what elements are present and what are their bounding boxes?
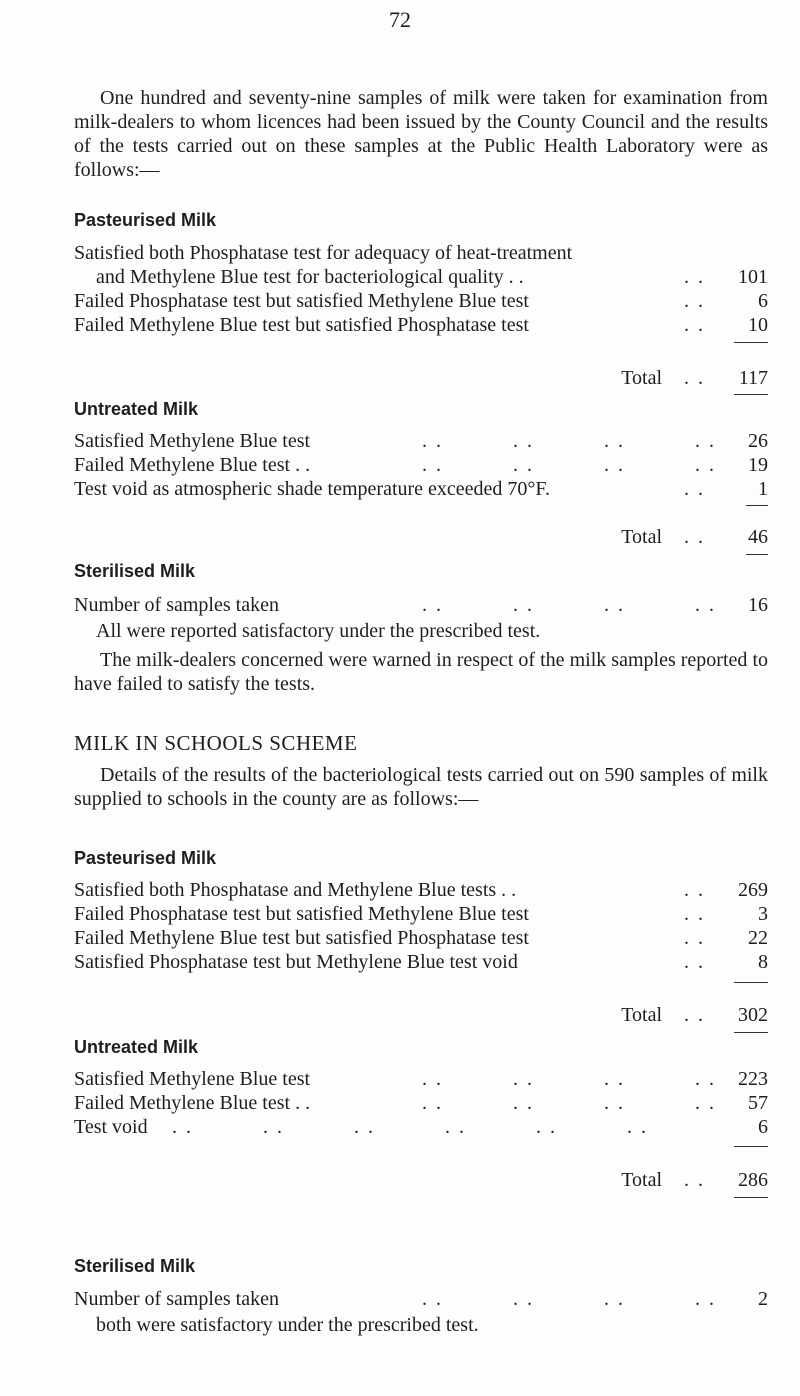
- pasteurised-total-label: Total: [621, 367, 662, 389]
- pasteurised-row3-value: 10: [748, 314, 768, 336]
- intro-paragraph: One hundred and seventy-nine samples of milk were taken for examination from milk-dealers to whom licences had been issued by the County Council and the results of the tests carried out on these samples at the Public Health Laboratory were as follows:—: [74, 87, 768, 181]
- untreated-row3-value: 1: [758, 478, 768, 500]
- schools-pasteurised-total-dots: . .: [684, 1004, 705, 1026]
- schools-pasteurised-row1-dots: . .: [684, 879, 705, 901]
- untreated-row3-label: Test void as atmospheric shade temperature exceeded 70°F.: [74, 478, 550, 500]
- total-rule-top: [746, 505, 768, 506]
- schools-pasteurised-row4-dots: . .: [684, 951, 705, 973]
- total-rule-bottom: [746, 554, 768, 555]
- total-rule-bottom: [734, 1032, 768, 1033]
- untreated-row2-label: Failed Methylene Blue test . .: [74, 454, 311, 476]
- schools-untreated-total-label: Total: [621, 1169, 662, 1191]
- schools-pasteurised-row3-dots: . .: [684, 927, 705, 949]
- schools-pasteurised-row1-value: 269: [738, 879, 768, 901]
- total-rule-top: [734, 982, 768, 983]
- schools-untreated-total-value: 286: [738, 1169, 768, 1191]
- schools-pasteurised-row1-label: Satisfied both Phosphatase and Methylene Blue tests . .: [74, 879, 517, 901]
- pasteurised-row1-value: 101: [738, 266, 768, 288]
- schools-sterilised-row1-value: 2: [758, 1288, 768, 1310]
- schools-sterilised-row1-label: Number of samples taken: [74, 1288, 279, 1310]
- untreated-total-dots: . .: [684, 526, 705, 548]
- schools-untreated-row3-dots: . . . . . . . . . . . .: [172, 1116, 648, 1138]
- schools-untreated-row1-value: 223: [738, 1068, 768, 1090]
- untreated-row1-label: Satisfied Methylene Blue test: [74, 430, 311, 452]
- total-rule-top: [734, 1146, 768, 1147]
- pasteurised-total-value: 117: [738, 367, 768, 389]
- pasteurised-row2-dots: . .: [684, 290, 705, 312]
- schools-pasteurised-row3-label: Failed Methylene Blue test but satisfied Phosphatase test: [74, 927, 529, 949]
- untreated-row1-dots: . . . . . . . .: [422, 430, 716, 452]
- schools-pasteurised-heading: Pasteurised Milk: [74, 848, 217, 868]
- schools-untreated-row3-label: Test void: [74, 1116, 148, 1138]
- schools-untreated-row1-dots: . . . . . . . .: [422, 1068, 716, 1090]
- warning-paragraph: The milk-dealers concerned were warned in respect of the milk samples reported to have failed to satisfy the tests.: [74, 649, 768, 695]
- schools-untreated-row2-value: 57: [748, 1092, 768, 1114]
- sterilised-row1-label: Number of samples taken: [74, 594, 279, 616]
- untreated-total-label: Total: [621, 526, 662, 548]
- pasteurised-row2-value: 6: [758, 290, 768, 312]
- schools-pasteurised-row2-label: Failed Phosphatase test but satisfied Methylene Blue test: [74, 903, 529, 925]
- schools-pasteurised-row2-dots: . .: [684, 903, 705, 925]
- untreated-row3-dots: . .: [684, 478, 705, 500]
- schools-pasteurised-row4-value: 8: [758, 951, 768, 973]
- sterilised-row1-value: 16: [748, 594, 768, 616]
- schools-untreated-row1-label: Satisfied Methylene Blue test: [74, 1068, 311, 1090]
- pasteurised-row1-line1: Satisfied both Phosphatase test for adequacy of heat-treatment: [74, 242, 573, 264]
- schools-pasteurised-row2-value: 3: [758, 903, 768, 925]
- pasteurised-row3-label: Failed Methylene Blue test but satisfied Phosphatase test: [74, 314, 529, 336]
- schools-untreated-row3-value: 6: [758, 1116, 768, 1138]
- schools-untreated-heading: Untreated Milk: [74, 1037, 199, 1057]
- schools-pasteurised-total-value: 302: [738, 1004, 768, 1026]
- pasteurised-row3-dots: . .: [684, 314, 705, 336]
- pasteurised-row2-label: Failed Phosphatase test but satisfied Methylene Blue test: [74, 290, 529, 312]
- schools-pasteurised-row3-value: 22: [748, 927, 768, 949]
- schools-sterilised-heading: Sterilised Milk: [74, 1256, 196, 1276]
- pasteurised-row1-dots: . .: [684, 266, 705, 288]
- pasteurised-row1-line2: and Methylene Blue test for bacteriological quality . .: [96, 266, 524, 288]
- pasteurised-heading: Pasteurised Milk: [74, 210, 217, 230]
- schools-intro: Details of the results of the bacteriological tests carried out on 590 samples of milk supplied to schools in the county are as follows:—: [74, 764, 768, 810]
- sterilised-heading: Sterilised Milk: [74, 561, 196, 581]
- sterilised-note: All were reported satisfactory under the prescribed test.: [96, 620, 541, 642]
- pasteurised-total-dots: . .: [684, 367, 705, 389]
- schools-untreated-total-dots: . .: [684, 1169, 705, 1191]
- untreated-heading: Untreated Milk: [74, 399, 199, 419]
- schools-untreated-row2-dots: . . . . . . . .: [422, 1092, 716, 1114]
- untreated-row2-dots: . . . . . . . .: [422, 454, 716, 476]
- schools-pasteurised-total-label: Total: [621, 1004, 662, 1026]
- sterilised-row1-dots: . . . . . . . .: [422, 594, 716, 616]
- schools-untreated-row2-label: Failed Methylene Blue test . .: [74, 1092, 311, 1114]
- untreated-total-value: 46: [748, 526, 768, 548]
- schools-sterilised-row1-dots: . . . . . . . .: [422, 1288, 716, 1310]
- total-rule-top: [734, 342, 768, 343]
- schools-pasteurised-row4-label: Satisfied Phosphatase test but Methylene Blue test void: [74, 951, 518, 973]
- total-rule-bottom: [734, 394, 768, 395]
- schools-title: MILK IN SCHOOLS SCHEME: [74, 731, 358, 755]
- untreated-row1-value: 26: [748, 430, 768, 452]
- page-number: 72: [389, 7, 411, 32]
- untreated-row2-value: 19: [748, 454, 768, 476]
- total-rule-bottom: [734, 1197, 768, 1198]
- schools-sterilised-note: both were satisfactory under the prescribed test.: [96, 1314, 479, 1336]
